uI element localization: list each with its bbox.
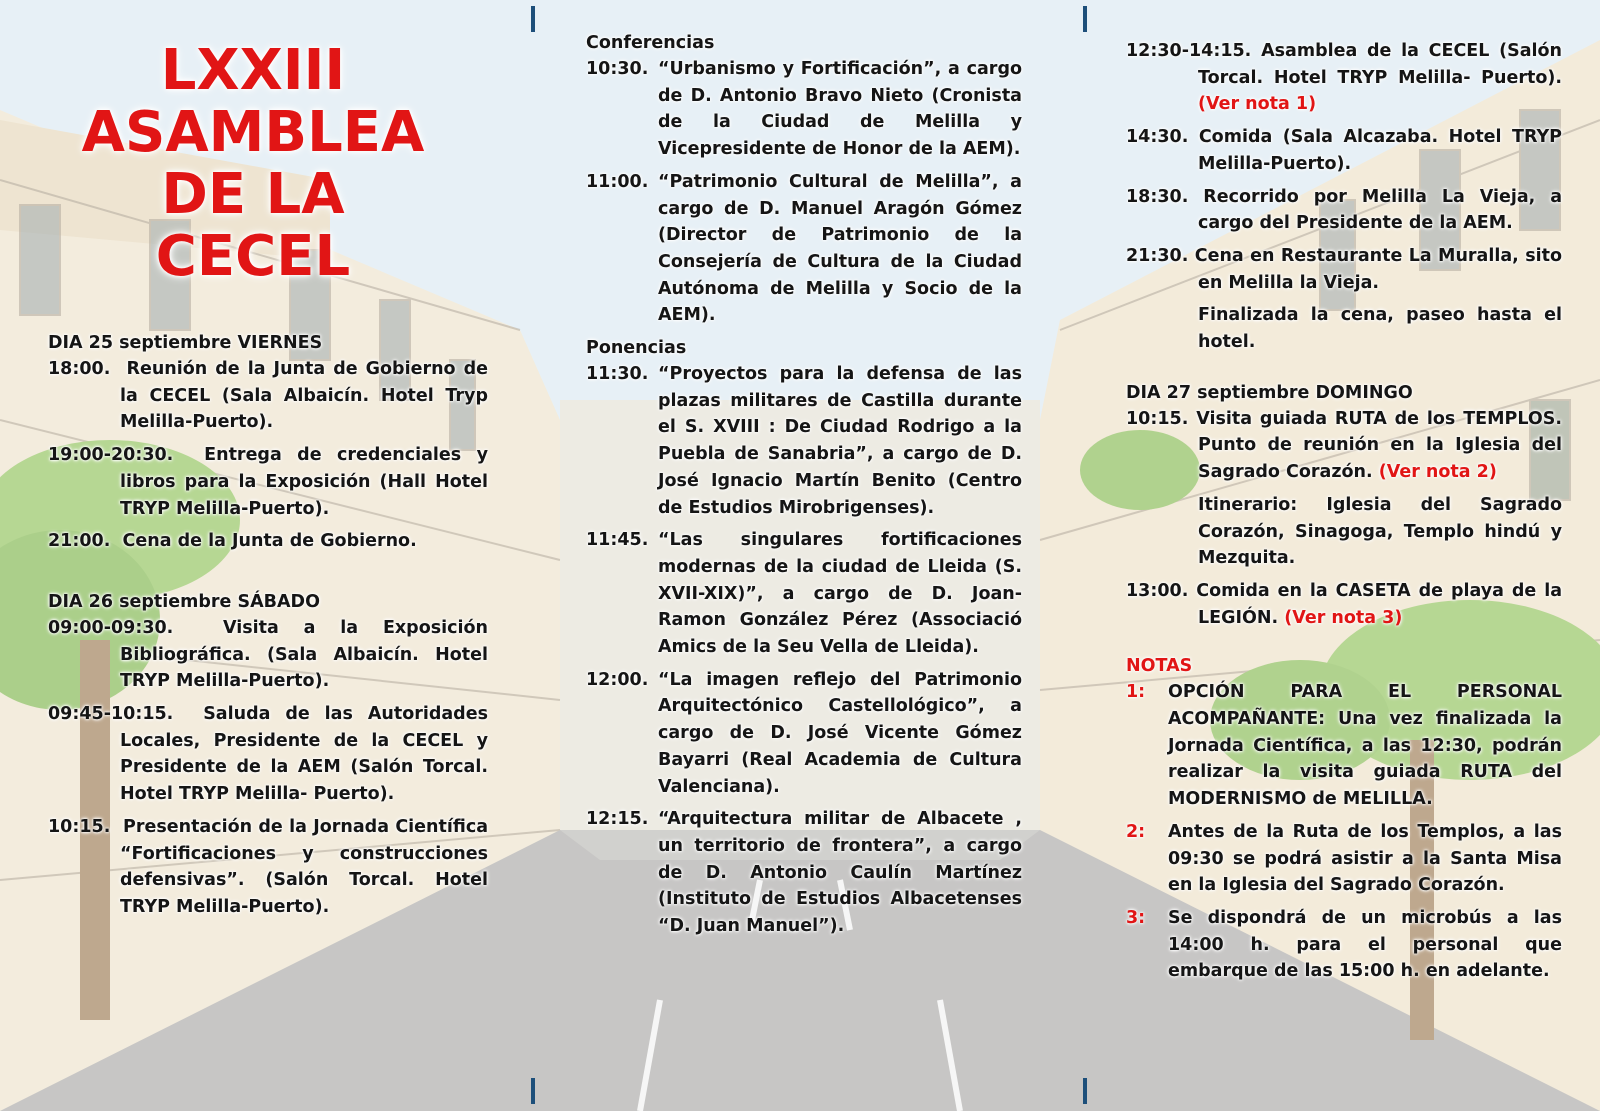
note-item	[1126, 679, 1562, 813]
schedule-item	[586, 56, 1022, 163]
section-heading-conferencias: Conferencias	[586, 33, 715, 53]
item-time: 09:00-09:30.	[48, 617, 174, 638]
panel-center	[586, 30, 1022, 946]
note-reference: (Ver nota 1)	[1198, 94, 1317, 115]
item-time: 11:30.	[586, 364, 649, 385]
item-time: 12:00.	[586, 669, 649, 690]
item-time: 11:45.	[586, 530, 649, 551]
schedule-item	[1126, 406, 1562, 486]
item-time: 10:15.	[1126, 408, 1189, 429]
fold-mark-bottom-left	[531, 1078, 535, 1104]
note-text: Se dispondrá de un microbús a las 14:00 h. para el personal que embarque de las 15:00 h. en adelante.	[1168, 907, 1562, 982]
schedule-item	[48, 528, 488, 555]
note-item	[1126, 905, 1562, 985]
item-text: “Urbanismo y Fortificación”, a cargo de D. Antonio Bravo Nieto (Cronista de la Ciudad de Melilla y Vicepresidente de Honor de la AEM).	[658, 59, 1022, 160]
schedule-paragraph: Finalizada la cena, paseo hasta el hotel.	[1198, 305, 1562, 353]
fold-mark-bottom-right	[1083, 1078, 1087, 1104]
schedule-item	[48, 615, 488, 695]
item-text: “Patrimonio Cultural de Melilla”, a cargo de D. Manuel Aragón Gómez (Director de Patrimonio de la Consejería de Cultura de la Ciudad Autónoma de Melilla y Socio de la AEM).	[658, 171, 1022, 326]
item-time: 18:00.	[48, 359, 111, 379]
panel-left	[48, 40, 488, 927]
day-heading-sunday: DIA 27 septiembre DOMINGO	[1126, 382, 1413, 403]
item-time: 13:00.	[1126, 580, 1189, 601]
schedule-item	[1126, 184, 1562, 237]
note-number: 2:	[1126, 821, 1146, 842]
item-text: Comida en la CASETA de playa de la LEGIÓN.	[1196, 580, 1563, 628]
schedule-item	[1126, 124, 1562, 177]
panel-right	[1126, 38, 1562, 991]
item-time: 19:00-20:30.	[48, 445, 174, 466]
item-time: 09:45-10:15.	[48, 704, 174, 725]
title-line: CECEL	[155, 224, 351, 289]
item-text: Cena en Restaurante La Muralla, sito en Melilla la Vieja.	[1194, 245, 1563, 293]
day-heading-saturday: DIA 26 septiembre SÁBADO	[48, 591, 320, 612]
item-time: 10:15.	[48, 816, 111, 837]
schedule-item	[586, 527, 1022, 661]
note-text: Antes de la Ruta de los Templos, a las 09:30 se podrá asistir a la Santa Misa en la Iglesia del Sagrado Corazón.	[1168, 821, 1562, 896]
schedule-item	[586, 806, 1022, 940]
note-number: 1:	[1126, 682, 1146, 703]
item-text: “La imagen reflejo del Patrimonio Arquitectónico Castellológico”, a cargo de D. José Vicente Gómez Bayarri (Real Academia de Cultura Valenciana).	[658, 669, 1022, 797]
item-text: Asamblea de la CECEL (Salón Torcal. Hotel TRYP Melilla- Puerto).	[1198, 41, 1563, 88]
schedule-item	[48, 442, 488, 522]
item-time: 10:30.	[586, 59, 649, 79]
item-text: “Arquitectura militar de Albacete , un territorio de frontera”, a cargo de D. Antonio Caulín Martínez (Instituto de Estudios Albacetenses “D. Juan Manuel”).	[658, 809, 1022, 937]
fold-mark-top-right	[1083, 6, 1087, 32]
schedule-item	[48, 701, 488, 808]
schedule-item	[1126, 38, 1562, 118]
item-time: 18:30.	[1126, 186, 1189, 207]
title-line: LXXIII	[160, 38, 346, 103]
schedule-item	[48, 356, 488, 436]
title-line: ASAMBLEA	[81, 100, 425, 165]
schedule-item	[586, 667, 1022, 801]
item-time: 14:30.	[1126, 127, 1189, 148]
schedule-item	[586, 361, 1022, 521]
schedule-item	[48, 814, 488, 921]
item-time: 11:00.	[586, 171, 649, 192]
title-line: DE LA	[161, 162, 345, 227]
note-reference: (Ver nota 3)	[1284, 607, 1403, 628]
item-text: Cena de la Junta de Gobierno.	[122, 531, 417, 552]
item-text: Comida (Sala Alcazaba. Hotel TRYP Melilla-Puerto).	[1198, 127, 1562, 174]
item-text: Reunión de la Junta de Gobierno de la CECEL (Sala Albaicín. Hotel Tryp Melilla-Puerto).	[120, 359, 488, 433]
item-time: 12:30-14:15.	[1126, 41, 1252, 61]
schedule-item	[586, 169, 1022, 329]
day-heading-friday: DIA 25 septiembre VIERNES	[48, 333, 323, 353]
item-text: “Proyectos para la defensa de las plazas militares de Castilla durante el S. XVIII : De Ciudad Rodrigo a la Puebla de Sanabria”, a cargo de D. José Ignacio Martín Benito (Centro de Estudios Mirobrigenses).	[658, 364, 1022, 518]
schedule-paragraph: Itinerario: Iglesia del Sagrado Corazón, Sinagoga, Templo hindú y Mezquita.	[1198, 494, 1562, 569]
item-text: Visita a la Exposición Bibliográfica. (Sala Albaicín. Hotel TRYP Melilla-Puerto).	[120, 617, 488, 692]
item-text: Entrega de credenciales y libros para la Exposición (Hall Hotel TRYP Melilla-Puerto).	[120, 445, 488, 519]
item-text: Saluda de las Autoridades Locales, Presidente de la CECEL y Presidente de la AEM (Salón Torcal. Hotel TRYP Melilla- Puerto).	[120, 704, 488, 805]
item-text: Visita guiada RUTA de los TEMPLOS. Punto de reunión en la Iglesia del Sagrado Corazón.	[1196, 408, 1562, 483]
fold-mark-top-left	[531, 6, 535, 32]
note-item	[1126, 819, 1562, 899]
item-time: 21:30.	[1126, 245, 1189, 266]
note-number: 3:	[1126, 907, 1146, 928]
event-title	[33, 40, 473, 288]
item-text: Recorrido por Melilla La Vieja, a cargo del Presidente de la AEM.	[1198, 186, 1563, 234]
item-text: Presentación de la Jornada Científica “Fortificaciones y construcciones defensivas”. (Salón Torcal. Hotel TRYP Melilla-Puerto).	[120, 816, 489, 917]
note-reference: (Ver nota 2)	[1378, 462, 1497, 483]
section-heading-ponencias: Ponencias	[586, 338, 687, 359]
item-time: 21:00.	[48, 531, 111, 552]
note-text: OPCIÓN PARA EL PERSONAL ACOMPAÑANTE: Una vez finalizada la Jornada Científica, a las 12:30, podrán realizar la visita guiada RUTA del MODERNISMO de MELILLA.	[1168, 682, 1562, 810]
notes-heading: NOTAS	[1126, 656, 1193, 677]
schedule-item	[1126, 243, 1562, 296]
item-text: “Las singulares fortificaciones modernas de la ciudad de Lleida (S. XVII-XIX)”, a cargo de D. Joan-Ramon González Pérez (Associació Amics de la Seu Vella de Lleida).	[658, 530, 1022, 658]
schedule-item	[1126, 578, 1562, 631]
item-time: 12:15.	[586, 809, 649, 830]
